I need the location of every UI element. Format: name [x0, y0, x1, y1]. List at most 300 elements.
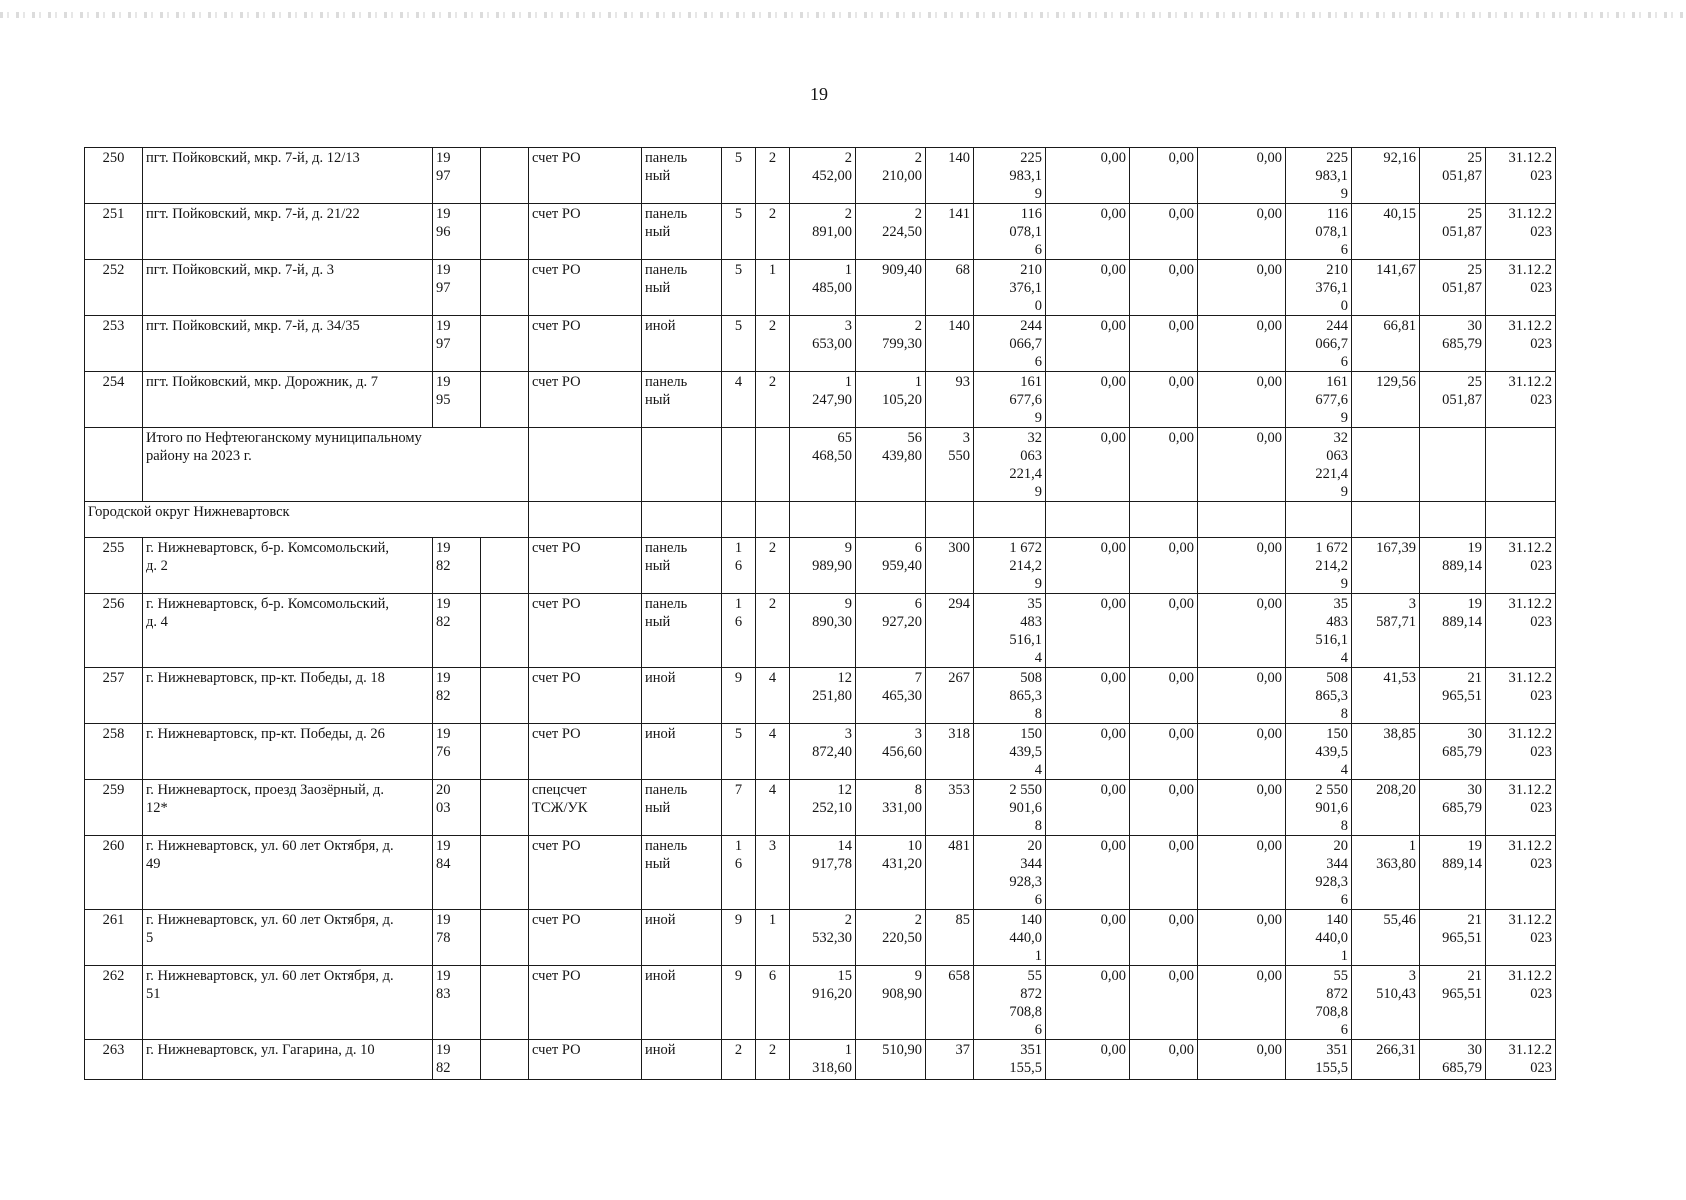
cost-total-cell: 140 440,0 1 — [974, 910, 1046, 966]
total-label: Итого по Нефтеюганскому муниципальному району на 2023 г. — [143, 428, 529, 502]
limit-per-m2-cell: 30 685,79 — [1420, 724, 1486, 780]
limit-per-m2-cell: 21 965,51 — [1420, 668, 1486, 724]
table-row — [85, 668, 1556, 724]
deadline-cell: 31.12.2 023 — [1486, 910, 1556, 966]
fund-method-cell: счет РО — [529, 1040, 642, 1080]
blank-cell — [481, 1040, 529, 1080]
residents-cell: 93 — [926, 372, 974, 428]
cost-total-cell: 351 155,5 — [974, 1040, 1046, 1080]
limit-per-m2-cell: 21 965,51 — [1420, 910, 1486, 966]
wall-material-cell: панель ный — [642, 148, 722, 204]
cost-regional-cell: 0,00 — [1130, 428, 1198, 502]
wall-material-cell: панель ный — [642, 594, 722, 668]
living-area-cell: 3 456,60 — [856, 724, 926, 780]
blank-cell — [481, 966, 529, 1040]
blank-cell — [790, 502, 856, 538]
blank-cell — [85, 428, 143, 502]
blank-cell — [481, 316, 529, 372]
total-area-cell: 14 917,78 — [790, 836, 856, 910]
deadline-cell: 31.12.2 023 — [1486, 668, 1556, 724]
cost-total-cell: 35 483 516,1 4 — [974, 594, 1046, 668]
blank-cell — [1286, 502, 1352, 538]
limit-per-m2-cell: 25 051,87 — [1420, 260, 1486, 316]
limit-per-m2-cell: 30 685,79 — [1420, 316, 1486, 372]
cost-federal-cell: 0,00 — [1046, 1040, 1130, 1080]
cost-federal-cell: 0,00 — [1046, 538, 1130, 594]
living-area-cell: 2 224,50 — [856, 204, 926, 260]
limit-per-m2-cell: 19 889,14 — [1420, 836, 1486, 910]
row-number: 262 — [85, 966, 143, 1040]
cost-owners-cell: 116 078,1 6 — [1286, 204, 1352, 260]
cost-regional-cell: 0,00 — [1130, 966, 1198, 1040]
blank-cell — [722, 502, 756, 538]
table-row — [85, 538, 1556, 594]
build-year-cell: 19 84 — [433, 836, 481, 910]
floors-cell: 4 — [722, 372, 756, 428]
blank-cell — [481, 372, 529, 428]
cost-per-m2-cell: 129,56 — [1352, 372, 1420, 428]
total-area-cell: 1 318,60 — [790, 1040, 856, 1080]
blank-cell — [722, 428, 756, 502]
residents-cell: 353 — [926, 780, 974, 836]
cost-local-cell: 0,00 — [1198, 204, 1286, 260]
cost-federal-cell: 0,00 — [1046, 668, 1130, 724]
cost-owners-cell: 210 376,1 0 — [1286, 260, 1352, 316]
total-area-cell: 65 468,50 — [790, 428, 856, 502]
total-area-cell: 3 653,00 — [790, 316, 856, 372]
blank-cell — [1130, 502, 1198, 538]
blank-cell — [481, 594, 529, 668]
blank-cell — [481, 148, 529, 204]
blank-cell — [642, 502, 722, 538]
section-label: Городской округ Нижневартовск — [85, 502, 529, 538]
address-cell: г. Нижневартоск, проезд Заозёрный, д. 12* — [143, 780, 433, 836]
deadline-cell: 31.12.2 023 — [1486, 780, 1556, 836]
cost-per-m2-cell: 55,46 — [1352, 910, 1420, 966]
table-row — [85, 1040, 1556, 1080]
cost-per-m2-cell: 208,20 — [1352, 780, 1420, 836]
cost-owners-cell: 140 440,0 1 — [1286, 910, 1352, 966]
entrances-cell: 2 — [756, 316, 790, 372]
build-year-cell: 19 82 — [433, 1040, 481, 1080]
residents-cell: 68 — [926, 260, 974, 316]
build-year-cell: 19 76 — [433, 724, 481, 780]
build-year-cell: 19 95 — [433, 372, 481, 428]
cost-local-cell: 0,00 — [1198, 724, 1286, 780]
fund-method-cell: счет РО — [529, 316, 642, 372]
row-number: 258 — [85, 724, 143, 780]
blank-cell — [1198, 502, 1286, 538]
table-row — [85, 910, 1556, 966]
deadline-cell: 31.12.2 023 — [1486, 316, 1556, 372]
blank-cell — [481, 910, 529, 966]
table-row — [85, 780, 1556, 836]
cost-local-cell: 0,00 — [1198, 538, 1286, 594]
address-cell: г. Нижневартовск, пр-кт. Победы, д. 26 — [143, 724, 433, 780]
cost-per-m2-cell: 3 510,43 — [1352, 966, 1420, 1040]
address-cell: г. Нижневартовск, ул. 60 лет Октября, д. 5 — [143, 910, 433, 966]
wall-material-cell: панель ный — [642, 260, 722, 316]
section-header-row — [85, 502, 1556, 538]
entrances-cell: 3 — [756, 836, 790, 910]
table-row — [85, 148, 1556, 204]
build-year-cell: 19 82 — [433, 538, 481, 594]
cost-owners-cell: 35 483 516,1 4 — [1286, 594, 1352, 668]
total-area-cell: 12 252,10 — [790, 780, 856, 836]
fund-method-cell: счет РО — [529, 668, 642, 724]
cost-owners-cell: 32 063 221,4 9 — [1286, 428, 1352, 502]
blank-cell — [756, 502, 790, 538]
residents-cell: 318 — [926, 724, 974, 780]
living-area-cell: 6 927,20 — [856, 594, 926, 668]
cost-federal-cell: 0,00 — [1046, 594, 1130, 668]
address-cell: г. Нижневартовск, б-р. Комсомольский, д. 2 — [143, 538, 433, 594]
total-row — [85, 428, 1556, 502]
total-area-cell: 1 485,00 — [790, 260, 856, 316]
residents-cell: 267 — [926, 668, 974, 724]
total-area-cell: 1 247,90 — [790, 372, 856, 428]
cost-owners-cell: 351 155,5 — [1286, 1040, 1352, 1080]
cost-per-m2-cell: 3 587,71 — [1352, 594, 1420, 668]
cost-local-cell: 0,00 — [1198, 966, 1286, 1040]
deadline-cell: 31.12.2 023 — [1486, 538, 1556, 594]
residents-cell: 140 — [926, 148, 974, 204]
fund-method-cell: счет РО — [529, 594, 642, 668]
blank-cell — [1486, 502, 1556, 538]
wall-material-cell: иной — [642, 316, 722, 372]
build-year-cell: 20 03 — [433, 780, 481, 836]
table-row — [85, 966, 1556, 1040]
scan-edge-artifact — [0, 12, 1686, 18]
row-number: 260 — [85, 836, 143, 910]
table-row — [85, 724, 1556, 780]
cost-owners-cell: 55 872 708,8 6 — [1286, 966, 1352, 1040]
cost-federal-cell: 0,00 — [1046, 836, 1130, 910]
row-number: 257 — [85, 668, 143, 724]
wall-material-cell: иной — [642, 724, 722, 780]
entrances-cell: 2 — [756, 204, 790, 260]
row-number: 252 — [85, 260, 143, 316]
address-cell: пгт. Пойковский, мкр. 7-й, д. 34/35 — [143, 316, 433, 372]
limit-per-m2-cell: 25 051,87 — [1420, 204, 1486, 260]
row-number: 253 — [85, 316, 143, 372]
row-number: 255 — [85, 538, 143, 594]
blank-cell — [974, 502, 1046, 538]
living-area-cell: 1 105,20 — [856, 372, 926, 428]
wall-material-cell: панель ный — [642, 780, 722, 836]
table-row — [85, 836, 1556, 910]
floors-cell: 7 — [722, 780, 756, 836]
build-year-cell: 19 96 — [433, 204, 481, 260]
row-number: 251 — [85, 204, 143, 260]
floors-cell: 9 — [722, 910, 756, 966]
blank-cell — [481, 836, 529, 910]
living-area-cell: 10 431,20 — [856, 836, 926, 910]
blank-cell — [529, 428, 642, 502]
cost-federal-cell: 0,00 — [1046, 966, 1130, 1040]
cost-per-m2-cell: 38,85 — [1352, 724, 1420, 780]
address-cell: пгт. Пойковский, мкр. 7-й, д. 3 — [143, 260, 433, 316]
cost-federal-cell: 0,00 — [1046, 428, 1130, 502]
deadline-cell: 31.12.2 023 — [1486, 724, 1556, 780]
total-area-cell: 3 872,40 — [790, 724, 856, 780]
address-cell: г. Нижневартовск, пр-кт. Победы, д. 18 — [143, 668, 433, 724]
total-area-cell: 12 251,80 — [790, 668, 856, 724]
wall-material-cell: панель ный — [642, 204, 722, 260]
row-number: 263 — [85, 1040, 143, 1080]
blank-cell — [481, 204, 529, 260]
limit-per-m2-cell: 25 051,87 — [1420, 148, 1486, 204]
cost-regional-cell: 0,00 — [1130, 372, 1198, 428]
cost-federal-cell: 0,00 — [1046, 148, 1130, 204]
cost-owners-cell: 1 672 214,2 9 — [1286, 538, 1352, 594]
fund-method-cell: счет РО — [529, 538, 642, 594]
cost-owners-cell: 2 550 901,6 8 — [1286, 780, 1352, 836]
living-area-cell: 6 959,40 — [856, 538, 926, 594]
build-year-cell: 19 97 — [433, 260, 481, 316]
cost-regional-cell: 0,00 — [1130, 594, 1198, 668]
living-area-cell: 7 465,30 — [856, 668, 926, 724]
cost-regional-cell: 0,00 — [1130, 780, 1198, 836]
cost-local-cell: 0,00 — [1198, 910, 1286, 966]
cost-per-m2-cell: 1 363,80 — [1352, 836, 1420, 910]
cost-regional-cell: 0,00 — [1130, 260, 1198, 316]
cost-federal-cell: 0,00 — [1046, 204, 1130, 260]
row-number: 254 — [85, 372, 143, 428]
cost-owners-cell: 150 439,5 4 — [1286, 724, 1352, 780]
fund-method-cell: счет РО — [529, 260, 642, 316]
floors-cell: 5 — [722, 316, 756, 372]
wall-material-cell: панель ный — [642, 538, 722, 594]
cost-regional-cell: 0,00 — [1130, 538, 1198, 594]
living-area-cell: 2 220,50 — [856, 910, 926, 966]
floors-cell: 5 — [722, 204, 756, 260]
blank-cell — [529, 502, 642, 538]
cost-local-cell: 0,00 — [1198, 372, 1286, 428]
cost-total-cell: 32 063 221,4 9 — [974, 428, 1046, 502]
cost-local-cell: 0,00 — [1198, 836, 1286, 910]
address-cell: пгт. Пойковский, мкр. 7-й, д. 21/22 — [143, 204, 433, 260]
blank-cell — [481, 724, 529, 780]
residents-cell: 481 — [926, 836, 974, 910]
living-area-cell: 2 210,00 — [856, 148, 926, 204]
table-row — [85, 316, 1556, 372]
page-number: 19 — [810, 84, 828, 104]
blank-cell — [1486, 428, 1556, 502]
cost-total-cell: 161 677,6 9 — [974, 372, 1046, 428]
limit-per-m2-cell: 21 965,51 — [1420, 966, 1486, 1040]
build-year-cell: 19 82 — [433, 668, 481, 724]
fund-method-cell: счет РО — [529, 372, 642, 428]
floors-cell: 1 6 — [722, 538, 756, 594]
blank-cell — [1352, 502, 1420, 538]
fund-method-cell: счет РО — [529, 966, 642, 1040]
cost-regional-cell: 0,00 — [1130, 910, 1198, 966]
entrances-cell: 4 — [756, 668, 790, 724]
cost-regional-cell: 0,00 — [1130, 836, 1198, 910]
cost-federal-cell: 0,00 — [1046, 780, 1130, 836]
living-area-cell: 8 331,00 — [856, 780, 926, 836]
residents-cell: 37 — [926, 1040, 974, 1080]
cost-total-cell: 225 983,1 9 — [974, 148, 1046, 204]
cost-per-m2-cell: 92,16 — [1352, 148, 1420, 204]
cost-total-cell: 150 439,5 4 — [974, 724, 1046, 780]
cost-local-cell: 0,00 — [1198, 428, 1286, 502]
cost-total-cell: 20 344 928,3 6 — [974, 836, 1046, 910]
cost-total-cell: 2 550 901,6 8 — [974, 780, 1046, 836]
cost-per-m2-cell: 266,31 — [1352, 1040, 1420, 1080]
living-area-cell: 909,40 — [856, 260, 926, 316]
blank-cell — [481, 260, 529, 316]
floors-cell: 9 — [722, 966, 756, 1040]
wall-material-cell: иной — [642, 966, 722, 1040]
cost-local-cell: 0,00 — [1198, 316, 1286, 372]
cost-regional-cell: 0,00 — [1130, 668, 1198, 724]
floors-cell: 5 — [722, 260, 756, 316]
floors-cell: 1 6 — [722, 594, 756, 668]
address-cell: г. Нижневартовск, ул. 60 лет Октября, д. 51 — [143, 966, 433, 1040]
blank-cell — [926, 502, 974, 538]
fund-method-cell: счет РО — [529, 724, 642, 780]
table-body — [85, 148, 1556, 1080]
limit-per-m2-cell: 19 889,14 — [1420, 594, 1486, 668]
residents-cell: 141 — [926, 204, 974, 260]
cost-local-cell: 0,00 — [1198, 148, 1286, 204]
address-cell: г. Нижневартовск, ул. 60 лет Октября, д. 49 — [143, 836, 433, 910]
table-row — [85, 204, 1556, 260]
cost-local-cell: 0,00 — [1198, 260, 1286, 316]
row-number: 261 — [85, 910, 143, 966]
cost-owners-cell: 161 677,6 9 — [1286, 372, 1352, 428]
address-cell: г. Нижневартовск, б-р. Комсомольский, д. 4 — [143, 594, 433, 668]
deadline-cell: 31.12.2 023 — [1486, 594, 1556, 668]
cost-regional-cell: 0,00 — [1130, 148, 1198, 204]
blank-cell — [481, 538, 529, 594]
cost-regional-cell: 0,00 — [1130, 316, 1198, 372]
deadline-cell: 31.12.2 023 — [1486, 1040, 1556, 1080]
cost-total-cell: 1 672 214,2 9 — [974, 538, 1046, 594]
living-area-cell: 510,90 — [856, 1040, 926, 1080]
cost-per-m2-cell: 66,81 — [1352, 316, 1420, 372]
cost-owners-cell: 508 865,3 8 — [1286, 668, 1352, 724]
floors-cell: 5 — [722, 724, 756, 780]
residents-cell: 294 — [926, 594, 974, 668]
entrances-cell: 4 — [756, 780, 790, 836]
residents-cell: 3 550 — [926, 428, 974, 502]
build-year-cell: 19 97 — [433, 148, 481, 204]
floors-cell: 5 — [722, 148, 756, 204]
entrances-cell: 2 — [756, 538, 790, 594]
row-number: 259 — [85, 780, 143, 836]
cost-total-cell: 244 066,7 6 — [974, 316, 1046, 372]
residents-cell: 300 — [926, 538, 974, 594]
fund-method-cell: счет РО — [529, 204, 642, 260]
cost-regional-cell: 0,00 — [1130, 204, 1198, 260]
blank-cell — [481, 668, 529, 724]
blank-cell — [642, 428, 722, 502]
cost-total-cell: 508 865,3 8 — [974, 668, 1046, 724]
cost-local-cell: 0,00 — [1198, 1040, 1286, 1080]
cost-owners-cell: 20 344 928,3 6 — [1286, 836, 1352, 910]
cost-federal-cell: 0,00 — [1046, 316, 1130, 372]
cost-per-m2-cell: 167,39 — [1352, 538, 1420, 594]
housing-registry-table — [84, 147, 1556, 1080]
living-area-cell: 9 908,90 — [856, 966, 926, 1040]
table-row — [85, 372, 1556, 428]
cost-total-cell: 210 376,1 0 — [974, 260, 1046, 316]
deadline-cell: 31.12.2 023 — [1486, 966, 1556, 1040]
blank-cell — [1420, 428, 1486, 502]
limit-per-m2-cell: 25 051,87 — [1420, 372, 1486, 428]
entrances-cell: 4 — [756, 724, 790, 780]
entrances-cell: 2 — [756, 1040, 790, 1080]
cost-regional-cell: 0,00 — [1130, 724, 1198, 780]
limit-per-m2-cell: 30 685,79 — [1420, 1040, 1486, 1080]
cost-federal-cell: 0,00 — [1046, 724, 1130, 780]
cost-federal-cell: 0,00 — [1046, 910, 1130, 966]
entrances-cell: 1 — [756, 910, 790, 966]
cost-per-m2-cell: 41,53 — [1352, 668, 1420, 724]
entrances-cell: 6 — [756, 966, 790, 1040]
cost-per-m2-cell: 141,67 — [1352, 260, 1420, 316]
table-row — [85, 594, 1556, 668]
total-area-cell: 2 452,00 — [790, 148, 856, 204]
cost-federal-cell: 0,00 — [1046, 260, 1130, 316]
address-cell: г. Нижневартовск, ул. Гагарина, д. 10 — [143, 1040, 433, 1080]
fund-method-cell: счет РО — [529, 836, 642, 910]
fund-method-cell: спецсчет ТСЖ/УК — [529, 780, 642, 836]
floors-cell: 1 6 — [722, 836, 756, 910]
floors-cell: 9 — [722, 668, 756, 724]
total-area-cell: 9 890,30 — [790, 594, 856, 668]
blank-cell — [1352, 428, 1420, 502]
residents-cell: 140 — [926, 316, 974, 372]
cost-owners-cell: 244 066,7 6 — [1286, 316, 1352, 372]
total-area-cell: 9 989,90 — [790, 538, 856, 594]
limit-per-m2-cell: 30 685,79 — [1420, 780, 1486, 836]
limit-per-m2-cell: 19 889,14 — [1420, 538, 1486, 594]
build-year-cell: 19 97 — [433, 316, 481, 372]
wall-material-cell: панель ный — [642, 836, 722, 910]
wall-material-cell: иной — [642, 910, 722, 966]
fund-method-cell: счет РО — [529, 910, 642, 966]
total-area-cell: 2 891,00 — [790, 204, 856, 260]
deadline-cell: 31.12.2 023 — [1486, 372, 1556, 428]
entrances-cell: 1 — [756, 260, 790, 316]
entrances-cell: 2 — [756, 594, 790, 668]
blank-cell — [1420, 502, 1486, 538]
fund-method-cell: счет РО — [529, 148, 642, 204]
blank-cell — [856, 502, 926, 538]
residents-cell: 85 — [926, 910, 974, 966]
build-year-cell: 19 78 — [433, 910, 481, 966]
cost-local-cell: 0,00 — [1198, 594, 1286, 668]
cost-regional-cell: 0,00 — [1130, 1040, 1198, 1080]
living-area-cell: 2 799,30 — [856, 316, 926, 372]
deadline-cell: 31.12.2 023 — [1486, 260, 1556, 316]
row-number: 256 — [85, 594, 143, 668]
cost-owners-cell: 225 983,1 9 — [1286, 148, 1352, 204]
deadline-cell: 31.12.2 023 — [1486, 836, 1556, 910]
cost-local-cell: 0,00 — [1198, 780, 1286, 836]
build-year-cell: 19 82 — [433, 594, 481, 668]
cost-per-m2-cell: 40,15 — [1352, 204, 1420, 260]
total-area-cell: 15 916,20 — [790, 966, 856, 1040]
blank-cell — [481, 780, 529, 836]
cost-federal-cell: 0,00 — [1046, 372, 1130, 428]
residents-cell: 658 — [926, 966, 974, 1040]
deadline-cell: 31.12.2 023 — [1486, 148, 1556, 204]
